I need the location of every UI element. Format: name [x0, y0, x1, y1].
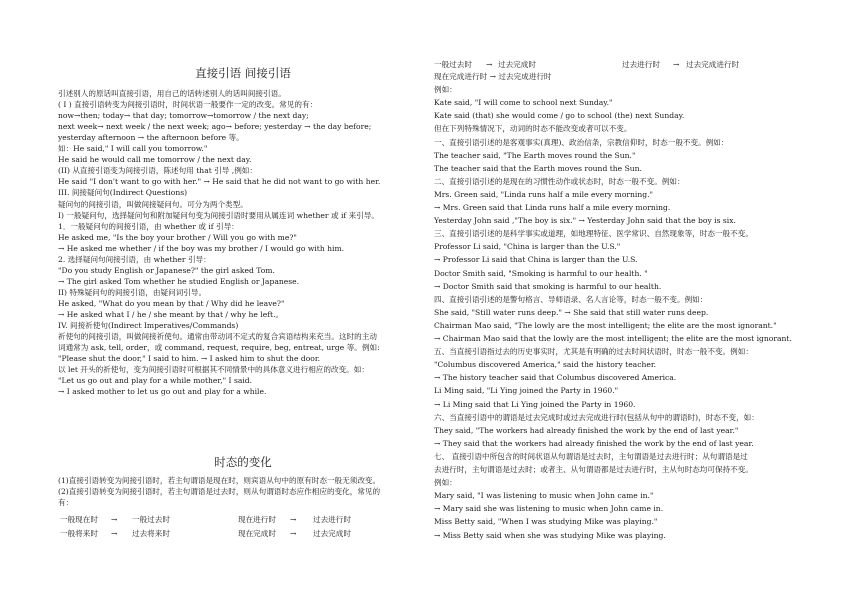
text-line: The teacher said that the Earth moves round the Sun. — [434, 163, 642, 173]
text-line: (2)直接引语转变为间接引语时，若主句谓语是过去时，则从句谓语时态应作相应的变化，常见的 — [58, 487, 381, 497]
text-line: 有： — [58, 498, 74, 508]
tense-label: 现在进行时 — [238, 515, 276, 524]
text-line: 词通常为 ask, tell, order，或 command, request, require, beg, entreat, urge 等。例如: — [58, 343, 380, 353]
text-line: 但在下列特殊情况下，动词的时态不能改变或者可以不变。 — [434, 124, 632, 134]
text-line: 祈使句的间接引语，叫做间接祈使句。通常由带动词不定式的复合宾语结构来充当。这时的主动 — [58, 332, 377, 342]
text-line: 三、直接引语引述的是科学事实或道理，如地理特征、医学常识、自然现象等，时态一般不变。 — [434, 229, 753, 239]
text-line: 1．一般疑问句的间接引语，由 whether 或 if 引导： — [58, 221, 239, 231]
text-line: 引述别人的原话叫直接引语，用自己的话转述别人的话叫间接引语。 — [58, 89, 286, 98]
text-line: ( I ) 直接引语转变为间接引语时，时间状语一般要作一定的改变。常见的有： — [58, 100, 318, 110]
text-line: Mrs. Green said, "Linda runs half a mile every morning." — [434, 189, 654, 199]
text-line: Yesterday John said ,"The boy is six." → Yesterday John said that the boy is six. — [434, 216, 736, 226]
text-line: "Do you study English or Japanese?" the girl asked Tom. — [58, 265, 275, 275]
arrow-icon: → — [111, 529, 118, 538]
text-line: 现在完成进行时 → 过去完成进行时 — [434, 72, 552, 81]
text-line: "Please shut the door," I said to him. → I asked him to shut the door. — [58, 354, 321, 364]
text-line: 疑问句的间接引语，叫做间接疑问句。可分为两个类型。 — [58, 199, 248, 209]
text-line: 例如： — [434, 85, 457, 95]
text-line: 以 let 开头的祈使句，变为间接引语时可根据其不同情景中的具体意义进行相应的改变。如： — [58, 365, 369, 375]
text-line: → I asked mother to let us go out and play for a while. — [58, 387, 267, 397]
text-line: → The girl asked Tom whether he studied English or Japanese. — [58, 276, 300, 286]
text-line: now→then; today→ that day; tomorrow→tomorrow / the next day; — [58, 111, 309, 121]
tense-label: 过去进行时 — [622, 60, 660, 69]
text-line: Mary said, "I was listening to music when John came in." — [434, 491, 654, 501]
text-line: He asked, "What do you mean by that / Why did he leave?" — [58, 298, 285, 308]
arrow-icon: → — [111, 515, 118, 524]
text-line: → Miss Betty said when she was studying Mike was playing. — [434, 530, 666, 540]
text-line: Chairman Mao said, "The lowly are the most intelligent; the elite are the most ignorant." — [434, 320, 777, 330]
tense-label: 过去完成时 — [498, 60, 536, 69]
text-line: → Chairman Mao said that the lowly are the most intelligent; the elite are the most ignorant. — [434, 334, 792, 343]
text-line: → He asked what I / he / she meant by that / why he left.。 — [58, 310, 284, 319]
text-line: He said "I don't want to go with her." → He said that he did not want to go with her. — [58, 177, 381, 187]
text-line: III. 间接疑问句(Indirect Questions) — [58, 188, 188, 198]
text-line: (II) 从直接引语变为间接引语，陈述句用 that 引导 ,例如： — [58, 166, 257, 176]
text-line: → Mrs. Green said that Linda runs half a mile every morning. — [434, 203, 671, 212]
text-line: 五、当直接引语指过去的历史事实时，尤其是有明确的过去时间状语时，时态一般不变。例如： — [434, 347, 753, 357]
text-line: Doctor Smith said, "Smoking is harmful to our health. " — [434, 268, 648, 278]
text-line: → They said that the workers had already finished the work by the end of last year. — [434, 438, 754, 448]
text-line: → He asked me whether / if the boy was my brother / I would go with him. — [58, 243, 345, 253]
tense-label: 过去将来时 — [132, 529, 170, 538]
text-line: (1)直接引语转变为间接引语时，若主句谓语是现在时，则宾语从句中的原有时态一般无须改变。 — [58, 476, 381, 485]
section-title-tense-changes: 时态的变化 — [214, 455, 272, 469]
text-line: The teacher said, "The Earth moves round the Sun." — [434, 150, 636, 160]
text-line: → Professor Li said that China is larger than the U.S. — [434, 255, 638, 265]
text-line: 2. 选择疑问句间接引语，由 whether 引导： — [58, 254, 211, 264]
tense-label: 一般过去时 — [132, 515, 170, 524]
text-line: next week→ next week / the next week; ago→ before; yesterday → the day before; — [58, 122, 372, 132]
text-line: Kate said, "I will come to school next Sunday." — [434, 98, 613, 108]
arrow-icon: → — [673, 60, 680, 69]
tense-label: 过去完成时 — [313, 529, 351, 538]
tense-label: 过去进行时 — [313, 515, 351, 524]
text-line: 二、直接引语引述的是现在的习惯性动作或状态时，时态一般不变。例如： — [434, 176, 685, 186]
text-line: Professor Li said, "China is larger than the U.S." — [434, 242, 621, 252]
text-line: "Columbus discovered America," said the history teacher. — [434, 360, 657, 370]
arrow-icon: → — [290, 515, 297, 524]
text-line: → Doctor Smith said that smoking is harmful to our health. — [434, 281, 662, 291]
text-line: Miss Betty said, "When I was studying Mike was playing." — [434, 517, 658, 527]
text-line: "Let us go out and play for a while mother," I said. — [58, 376, 253, 386]
text-line: 四、直接引语引述的是警句格言、导师语录、名人言论等，时态一般不变。例如： — [434, 294, 708, 304]
text-line: II) 特殊疑问句的间接引语，由疑问词引导。 — [58, 287, 207, 297]
text-line: 去进行时，主句谓语是过去时；或者主、从句谓语都是过去进行时，主从句时态均可保持不变。 — [434, 465, 753, 474]
text-line: 一、直接引语引述的是客观事实(真理)、政治信条，宗教信仰时，时态一般不变。例如： — [434, 137, 729, 147]
text-line: 六、当直接引语中的谓语是过去完成时或过去完成进行时(包括从句中的谓语时)，时态不变，如： — [434, 412, 759, 422]
arrow-icon: → — [290, 529, 297, 538]
text-line: 例如： — [434, 478, 457, 488]
text-line: He said he would call me tomorrow / the next day. — [58, 155, 252, 165]
text-line: Kate said (that) she would come / go to school (the) next Sunday. — [434, 111, 685, 121]
text-line: → Li Ming said that Li Ying joined the Party in 1960. — [434, 399, 636, 409]
tense-label: 过去完成进行时 — [686, 60, 740, 69]
text-line: They said, "The workers had already finished the work by the end of last year." — [434, 425, 739, 435]
text-line: yesterday afternoon → the afternoon before 等。 — [58, 133, 244, 143]
tense-label: 现在完成时 — [238, 529, 276, 538]
text-line: Li Ming said, "Li Ying joined the Party in 1960." — [434, 386, 619, 396]
tense-label: 一般过去时 — [434, 60, 472, 69]
section-title-direct-indirect-speech: 直接引语 间接引语 — [195, 66, 291, 80]
text-line: IV. 间接祈使句(Indirect Imperatives/Commands) — [58, 321, 239, 331]
text-line: I) 一般疑问句，选择疑问句和附加疑问句变为间接引语时要用从属连词 whether 或 if 来引导。 — [58, 210, 379, 220]
text-line: → Mary said she was listening to music when John came in. — [434, 504, 664, 514]
tense-label: 一般将来时 — [60, 529, 98, 538]
text-line: 七、 直接引语中所包含的时间状语从句谓语是过去时，主句谓语是过去进行时；从句谓语是过 — [434, 451, 748, 461]
text-line: He asked me, "Is the boy your brother / Will you go with me?" — [58, 232, 297, 242]
text-line: → The history teacher said that Columbus discovered America. — [434, 373, 677, 383]
tense-label: 一般现在时 — [60, 515, 98, 524]
arrow-icon: → — [486, 60, 493, 69]
text-line: 如：He said," I will call you tomorrow." — [58, 144, 208, 154]
text-line: She said, "Still water runs deep." → She said that still water runs deep. — [434, 307, 709, 317]
